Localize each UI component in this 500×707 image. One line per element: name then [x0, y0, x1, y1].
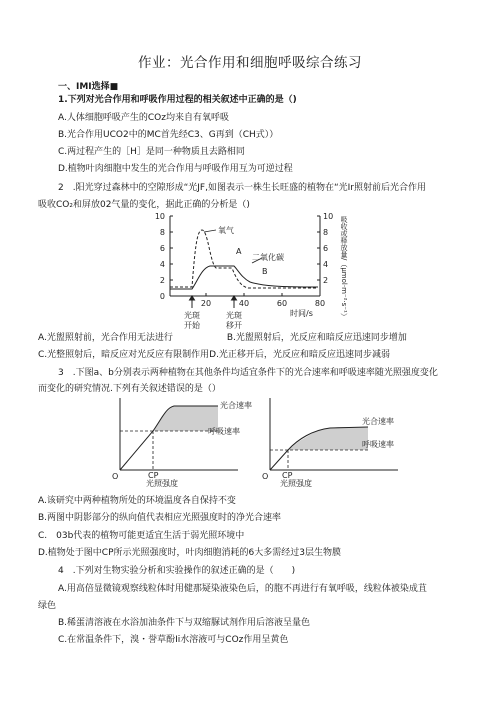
q3-option-a: A.该研究中两种植物所处的环境温度各自保持不变 [38, 496, 236, 506]
left-tick: 8 [159, 228, 165, 237]
x-tick: 40 [238, 299, 250, 308]
left-tick: 10 [154, 212, 165, 221]
co2-curve [170, 266, 318, 289]
q1-option-d: D.植物叶肉细胞中发生的光合作用与呼吸作用互为可逆过程 [58, 164, 293, 174]
left-tick: 4 [159, 260, 165, 269]
origin-label-a: O [112, 472, 119, 481]
cp-label-b: CP [282, 471, 293, 480]
q4-stem: 4 .下列对生物实验分析和实验操作的叙述正确的是（ ) [58, 566, 296, 576]
q2-x-unit: 时间/s [290, 309, 313, 318]
cp-label-a: CP [148, 471, 159, 480]
light-off-label-2: 移开 [226, 321, 242, 330]
q1-option-c: C.两过程产生的［H］是同一种物质且去路相同 [58, 147, 245, 157]
right-tick: 6 [323, 244, 329, 253]
x-tick: 60 [276, 299, 288, 308]
q1-stem: 1.下列对光合作用和呼吸作用过程的相关叙述中正确的是（) [58, 95, 297, 105]
oxygen-label: 氧气 [218, 226, 234, 235]
q3-option-c: C. 03b代表的植物可能更适宜生活于弱光照环境中 [38, 531, 245, 541]
point-a-label: A [236, 247, 242, 256]
q4-option-c: C.在常温条件下，溴・誉草酚Ii水溶液可与COz作用呈黄色 [58, 635, 289, 645]
point-b-label: B [262, 267, 268, 276]
q3-figure-b [258, 394, 408, 486]
co2-label: 二氧化碳 [252, 253, 284, 262]
left-tick: 0 [159, 292, 165, 301]
q3-stem-line1: 3 .下图a、b分别表示两种植物在其他条件均适宜条件下的光合速率和呼吸速率随光照强度变化 [58, 368, 438, 378]
q4-option-a-line2: 绿色 [38, 601, 57, 611]
q4-option-b: B.稀蛋清溶液在水浴加油条件下与双缩脲试剂作用后溶液呈量色 [58, 618, 311, 628]
light-on-label-2: 开始 [184, 321, 200, 330]
shaded-area [288, 427, 368, 450]
right-tick: 2 [323, 276, 329, 285]
q3-option-b: B.两图中阴影部分的纵向值代表相应光照强度时的净光合速率 [38, 513, 282, 523]
left-tick: 2 [159, 276, 165, 285]
right-tick: 10 [323, 212, 334, 221]
left-tick: 6 [159, 244, 165, 253]
resp-label-a: 呼吸速率 [208, 427, 240, 436]
q4-option-a-line1: A.用高倍显微镜观察线粒体时用健那疑染液染色后，的胞不再进行有氧呼吸，线粒体被染成苴 [58, 584, 427, 594]
q3-figure-a [108, 394, 252, 488]
q2-figure [140, 208, 370, 330]
oxygen-curve [170, 230, 318, 288]
q2-stem-line1: 2 .阳光穿过森林中的空隙形成“光JF,如图表示一株生长旺盛的植物在“光Ir照射前后光合作用 [58, 183, 426, 193]
q1-option-b: B.光合作用UCO2中的MC首先经C3、G再到（CH式）） [58, 130, 279, 140]
origin-label-b: O [262, 472, 269, 481]
q1-option-a: A.人体细胞呼吸产生的COz均来自有氧呼吸 [58, 113, 229, 123]
x-tick: 20 [200, 299, 212, 308]
section-heading: 一、IMI选择■ [58, 82, 119, 92]
q3-stem-line2: 而变化的研究情况.下列有关叙述错误的是（） [38, 384, 221, 394]
x-tick: 80 [314, 299, 326, 308]
q2-options-cd: C.光整照射后，暗反应对光反应有限制作用D.光正移开后，光反应和暗反应迅速同步减弱 [38, 350, 390, 360]
right-tick: 4 [323, 260, 329, 269]
photo-label-a: 光合速率 [220, 401, 252, 410]
q2-options-ab: A.光盥照射前，光合作用无法进行 B.光盥照射后，光反应和暗反应迅速同步增加 [38, 333, 407, 343]
page-title: 作业：光合作用和细胞呼吸综合练习 [138, 55, 362, 71]
q3-option-d: D.植物处于图中CP所示光照强度时，叶肉细胞消耗的6大多需经过3层生物膜 [38, 548, 341, 558]
light-on-label-1: 光斑 [184, 311, 200, 320]
q2-stem-line2: 吸收CO₂和屏放02气量的变化，据此正确的分析是（) [38, 200, 250, 210]
resp-label-b: 呼吸速率 [362, 440, 394, 449]
x-label-a: 光照强度 [146, 479, 178, 488]
light-off-label-1: 光斑 [226, 311, 242, 320]
right-tick: 8 [323, 228, 329, 237]
x-label-b: 光照强度 [280, 479, 312, 488]
photo-label-b: 光合速率 [362, 417, 394, 426]
q2-right-axis-label: 吸收或释放量/（μmol·m⁻²·s⁻¹） [340, 216, 348, 320]
